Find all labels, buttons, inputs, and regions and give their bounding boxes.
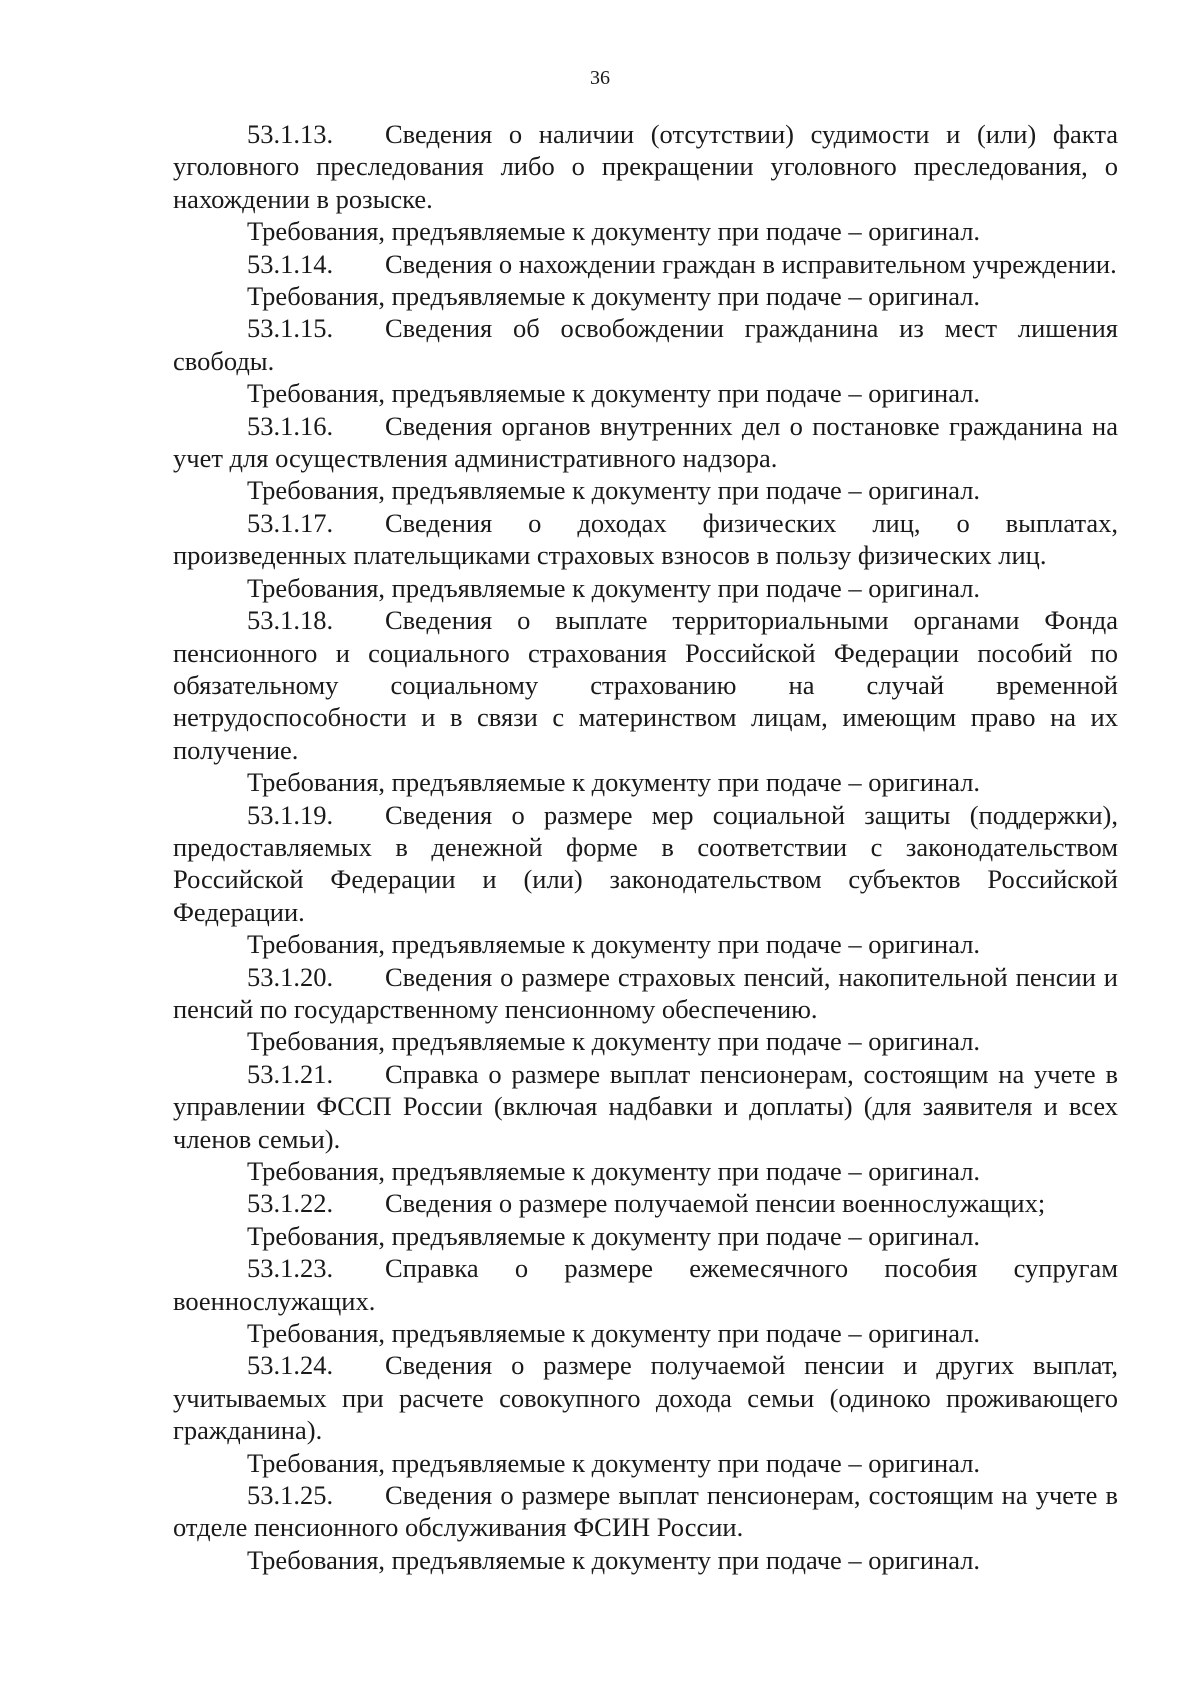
item-paragraph [173,507,1118,572]
item-requirement: Требования, предъявляемые к документу при подаче – оригинал. [247,281,981,312]
item-paragraph [173,1252,1118,1317]
item-text: Сведения о размере получаемой пенсии военнослужащих; [385,1188,1046,1219]
list-item [173,799,1118,961]
item-requirement: Требования, предъявляемые к документу при подаче – оригинал. [247,929,981,960]
item-number: 53.1.21. [247,1058,334,1089]
item-paragraph [173,604,1118,766]
list-item [173,1058,1118,1188]
document-body [173,118,1118,1576]
item-number: 53.1.20. [247,961,334,992]
item-paragraph [173,1479,1118,1544]
item-text: Сведения о выплате территориальными органами Фонда пенсионного и социального страхования Российской Федерации пособий по обязательному социальному страхованию на случай временной нетрудоспособности и в связи с материнством лицам, имеющим право на их получение. [173,605,1118,765]
item-requirement: Требования, предъявляемые к документу при подаче – оригинал. [247,1544,981,1575]
list-item [173,604,1118,798]
item-paragraph [173,799,1118,929]
item-number: 53.1.13. [247,119,334,149]
item-text: Справка о размере выплат пенсионерам, состоящим на учете в управлении ФССП России (включая надбавки и доплаты) (для заявителя и всех членов семьи). [173,1058,1118,1154]
item-number: 53.1.19. [247,799,334,830]
item-paragraph [173,961,1118,1026]
item-paragraph [173,1349,1118,1446]
list-item [173,961,1118,1058]
item-text: Сведения о нахождении граждан в исправительном учреждении. [385,248,1117,279]
list-item [173,248,1118,313]
item-paragraph [173,1058,1118,1155]
list-item [173,507,1118,604]
item-text: Сведения о размере получаемой пенсии и других выплат, учитываемых при расчете совокупного дохода семьи (одиноко проживающего гражданина). [173,1350,1118,1446]
item-requirement: Требования, предъявляемые к документу при подаче – оригинал. [247,1318,981,1349]
item-text: Справка о размере ежемесячного пособия супругам военнослужащих. [173,1253,1118,1316]
item-requirement: Требования, предъявляемые к документу при подаче – оригинал. [247,767,981,798]
item-number: 53.1.16. [247,410,334,441]
item-requirement: Требования, предъявляемые к документу при подаче – оригинал. [247,378,981,409]
item-number: 53.1.15. [247,313,334,344]
item-text: Сведения о размере страховых пенсий, накопительной пенсии и пенсий по государственному пенсионному обеспечению. [173,961,1118,1024]
item-requirement: Требования, предъявляемые к документу при подаче – оригинал. [247,1156,981,1186]
item-number: 53.1.17. [247,507,334,538]
item-requirement: Требования, предъявляемые к документу при подаче – оригинал. [247,1447,981,1478]
list-item [173,1349,1118,1479]
item-requirement: Требования, предъявляемые к документу при подаче – оригинал. [247,216,981,247]
item-text: Сведения о наличии (отсутствии) судимости и (или) факта уголовного преследования либо о прекращении уголовного преследования, о нахождении в розыске. [173,119,1118,214]
list-item [173,1252,1118,1349]
item-paragraph [173,410,1118,475]
item-text: Сведения о доходах физических лиц, о выплатах, произведенных плательщиками страховых взносов в пользу физических лиц. [173,507,1118,571]
item-number: 53.1.23. [247,1253,334,1284]
item-paragraph [173,1187,1118,1219]
item-paragraph [173,118,1118,215]
item-requirement: Требования, предъявляемые к документу при подаче – оригинал. [247,475,981,506]
item-text: Сведения о размере выплат пенсионерам, состоящим на учете в отделе пенсионного обслуживания ФСИН России. [173,1480,1118,1543]
list-item [173,312,1118,409]
item-text: Сведения о размере мер социальной защиты (поддержки), предоставляемых в денежной форме в соответствии с законодательством Российской Федерации и (или) законодательством субъектов Российской Федерации. [173,799,1118,927]
item-text: Сведения органов внутренних дел о постановке гражданина на учет для осуществления административного надзора. [173,410,1118,474]
list-item [173,1479,1118,1576]
list-item [173,118,1118,248]
item-text: Сведения об освобождении гражданина из мест лишения свободы. [173,313,1118,376]
item-number: 53.1.22. [247,1188,334,1219]
item-requirement: Требования, предъявляемые к документу при подаче – оригинал. [247,1026,981,1057]
list-item [173,1187,1118,1252]
item-number: 53.1.25. [247,1480,334,1511]
item-number: 53.1.18. [247,605,334,636]
item-number: 53.1.24. [247,1350,334,1381]
item-requirement: Требования, предъявляемые к документу при подаче – оригинал. [247,572,981,603]
item-paragraph [173,312,1118,377]
item-number: 53.1.14. [247,248,334,279]
item-requirement: Требования, предъявляемые к документу при подаче – оригинал. [247,1220,981,1251]
page-number: 36 [590,67,610,89]
list-item [173,410,1118,507]
item-paragraph [173,248,1118,280]
